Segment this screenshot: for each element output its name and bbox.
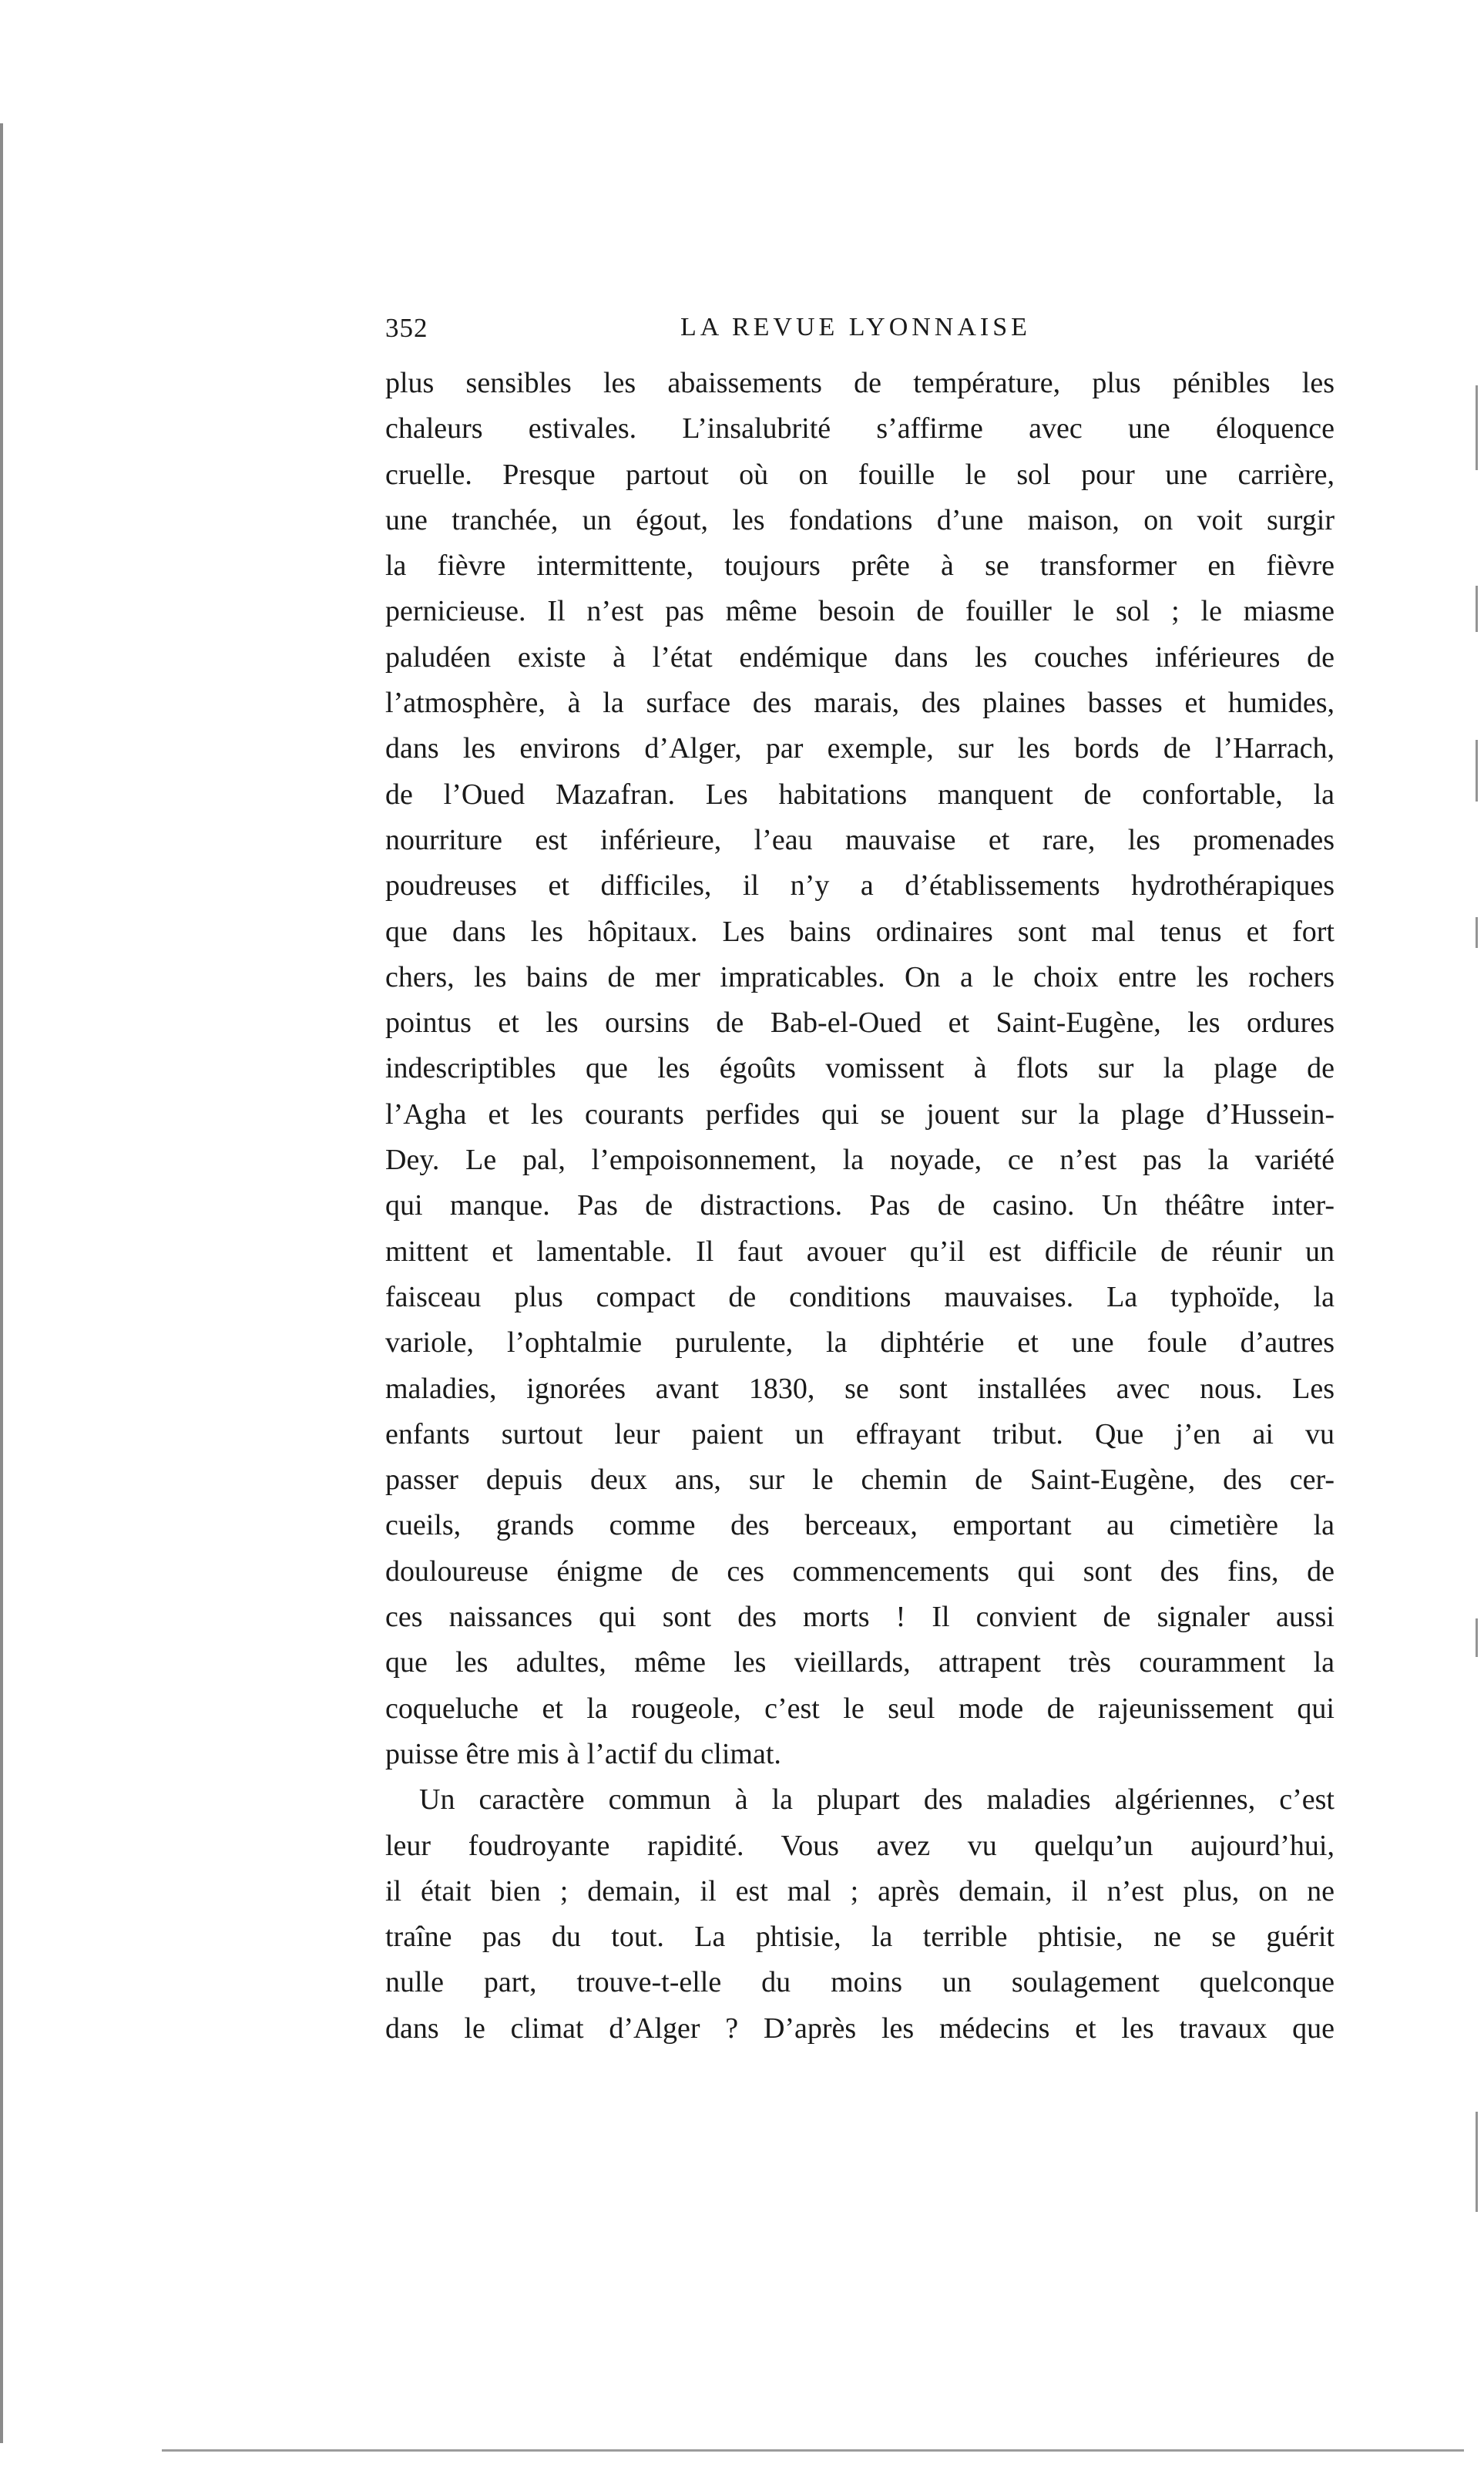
running-head: [385, 313, 1335, 350]
text-line: Dey. Le pal, l’empoisonnement, la noyade, ce n’est pas la variété: [385, 1144, 1335, 1177]
text-line: chaleurs estivales. L’insalubrité s’affirme avec une éloquence: [385, 412, 1335, 445]
body-text: [385, 361, 1335, 2052]
text-line: cruelle. Presque partout où on fouille le sol pour une carrière,: [385, 458, 1335, 491]
bottom-edge-rule: [162, 2449, 1464, 2452]
right-edge-mark: [1476, 917, 1478, 948]
text-line: que les adultes, même les vieillards, attrapent très couramment la: [385, 1646, 1335, 1679]
text-line: mittent et lamentable. Il faut avouer qu’il est difficile de réunir un: [385, 1235, 1335, 1268]
text-line: plus sensibles les abaissements de température, plus pénibles les: [385, 367, 1335, 399]
text-line: poudreuses et difficiles, il n’y a d’établissements hydrothérapiques: [385, 869, 1335, 902]
text-line: de l’Oued Mazafran. Les habitations manquent de confortable, la: [385, 778, 1335, 811]
text-line: faisceau plus compact de conditions mauvaises. La typhoïde, la: [385, 1280, 1335, 1313]
text-line: paludéen existe à l’état endémique dans les couches inférieures de: [385, 640, 1335, 674]
text-line: nourriture est inférieure, l’eau mauvaise et rare, les promenades: [385, 823, 1335, 856]
text-line: coqueluche et la rougeole, c’est le seul mode de rajeunissement qui: [385, 1692, 1335, 1725]
text-line: passer depuis deux ans, sur le chemin de Saint-Eugène, des cer-: [385, 1464, 1335, 1497]
text-line: qui manque. Pas de distractions. Pas de casino. Un théâtre inter-: [385, 1189, 1335, 1222]
right-edge-mark: [1476, 740, 1478, 802]
right-edge-mark: [1476, 586, 1478, 632]
paragraph-first-line: Un caractère commun à la plupart des maladies algériennes, c’est: [419, 1783, 1335, 1817]
text-line: douloureuse énigme de ces commencements qui sont des fins, de: [385, 1554, 1335, 1588]
text-line: enfants surtout leur paient un effrayant tribut. Que j’en ai vu: [385, 1417, 1335, 1450]
running-title: LA REVUE LYONNAISE: [680, 313, 1031, 341]
text-line: cueils, grands comme des berceaux, emportant au cimetière la: [385, 1509, 1335, 1542]
right-edge-mark: [1476, 385, 1478, 470]
text-line: une tranchée, un égout, les fondations d’une maison, on voit surgir: [385, 503, 1335, 536]
text-line: l’atmosphère, à la surface des marais, des plaines basses et humides,: [385, 687, 1335, 720]
page-number: 352: [385, 313, 428, 343]
text-line: indescriptibles que les égoûts vomissent à flots sur la plage de: [385, 1052, 1335, 1085]
text-line: que dans les hôpitaux. Les bains ordinaires sont mal tenus et fort: [385, 915, 1335, 948]
text-line: traîne pas du tout. La phtisie, la terrible phtisie, ne se guérit: [385, 1921, 1335, 1954]
text-line: il était bien ; demain, il est mal ; après demain, il n’est plus, on ne: [385, 1874, 1335, 1907]
right-edge-mark: [1476, 1618, 1478, 1657]
right-edge-mark: [1476, 2112, 1478, 2212]
text-line: pernicieuse. Il n’est pas même besoin de fouiller le sol ; le miasme: [385, 595, 1335, 628]
text-line: la fièvre intermittente, toujours prête à se transformer en fièvre: [385, 550, 1335, 583]
text-line: ces naissances qui sont des morts ! Il convient de signaler aussi: [385, 1601, 1335, 1634]
text-line: dans le climat d’Alger ? D’après les médecins et les travaux que: [385, 2012, 1335, 2045]
text-line: leur foudroyante rapidité. Vous avez vu quelqu’un aujourd’hui,: [385, 1829, 1335, 1862]
text-line: l’Agha et les courants perfides qui se jouent sur la plage d’Hussein-: [385, 1097, 1335, 1131]
text-line: nulle part, trouve-t-elle du moins un soulagement quelconque: [385, 1966, 1335, 1999]
paragraph-last-line: puisse être mis à l’actif du climat.: [385, 1737, 781, 1770]
text-line: variole, l’ophtalmie purulente, la diphtérie et une foule d’autres: [385, 1326, 1335, 1360]
text-line: chers, les bains de mer impraticables. On a le choix entre les rochers: [385, 960, 1335, 993]
text-line: dans les environs d’Alger, par exemple, sur les bords de l’Harrach,: [385, 732, 1335, 765]
text-line: maladies, ignorées avant 1830, se sont installées avec nous. Les: [385, 1372, 1335, 1405]
binding-edge-mark: [0, 123, 8, 2443]
text-line: pointus et les oursins de Bab-el-Oued et Saint-Eugène, les ordures: [385, 1007, 1335, 1040]
